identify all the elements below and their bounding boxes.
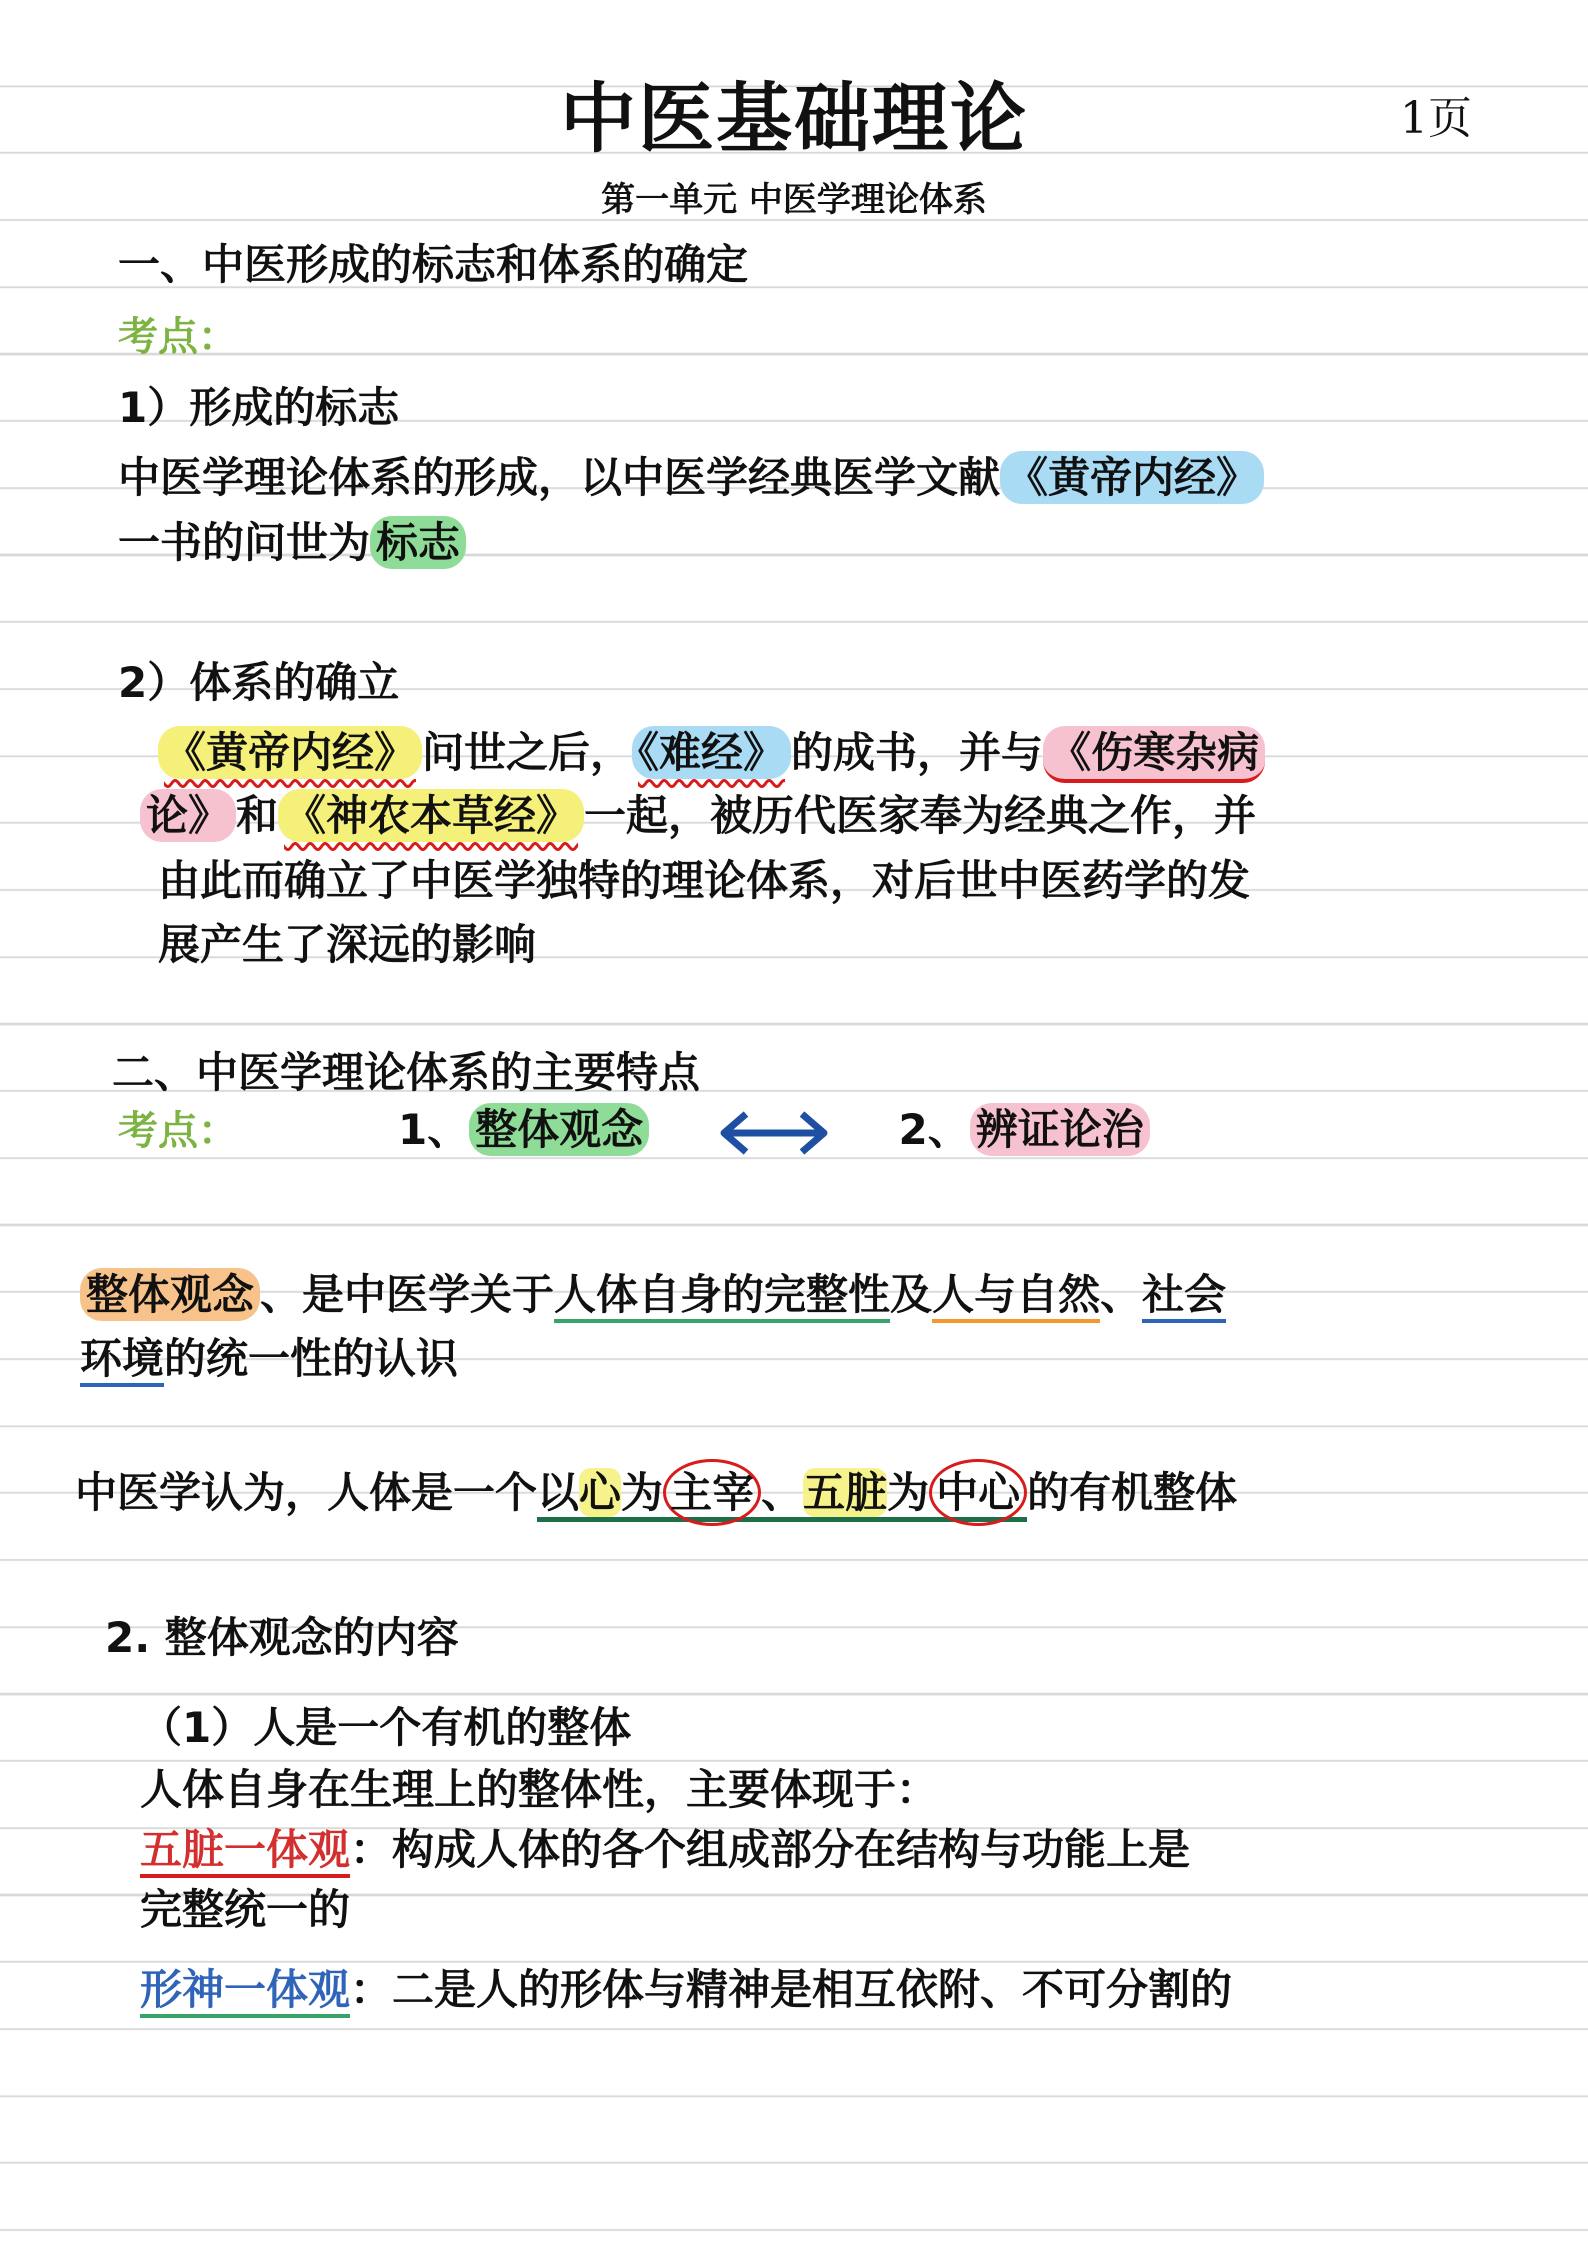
para-text: 一起，被历代医家奉为经典之作，并 bbox=[584, 791, 1257, 840]
xingshen-text: ：二是人的形体与精神是相互依附、不可分割的 bbox=[350, 1965, 1233, 2014]
sub2-title: 2）体系的确立 bbox=[118, 658, 400, 707]
view-text: 为 bbox=[621, 1468, 664, 1517]
definition-underline-orange: 人与自然 bbox=[932, 1270, 1100, 1323]
section1-heading: 一、中医形成的标志和体系的确定 bbox=[118, 240, 749, 289]
zhuzai-circled: 主宰 bbox=[663, 1459, 761, 1526]
definition-text: 及 bbox=[890, 1270, 933, 1319]
view-line bbox=[75, 1460, 1237, 1520]
c1-line: 人体自身在生理上的整体性，主要体现于： bbox=[140, 1765, 939, 1814]
definition-line1 bbox=[80, 1262, 1226, 1322]
c1-title: （1）人是一个有机的整体 bbox=[140, 1703, 632, 1752]
section2-heading: 二、中医学理论体系的主要特点 bbox=[112, 1048, 701, 1097]
page-number: 1页 bbox=[1400, 93, 1472, 144]
book-shanghan: 《伤寒杂病 bbox=[1043, 726, 1265, 783]
double-arrow-icon bbox=[714, 1108, 834, 1158]
wuzang-highlight: 五脏 bbox=[803, 1468, 888, 1517]
view-underlined bbox=[537, 1468, 1027, 1522]
zhongxin-circled: 中心 bbox=[929, 1459, 1027, 1526]
xin-highlight: 心 bbox=[579, 1468, 622, 1517]
definition-text: 、是中医学关于 bbox=[260, 1270, 555, 1319]
sub1-title: 1）形成的标志 bbox=[118, 383, 400, 432]
definition-underline-green: 人体自身的完整性 bbox=[554, 1270, 890, 1323]
sub1-line2-text: 一书的问世为 bbox=[118, 518, 371, 567]
view-text: 以 bbox=[537, 1468, 580, 1517]
xingshen-term: 形神一体观 bbox=[140, 1965, 350, 2018]
book-nanjing: 《难经》 bbox=[632, 726, 791, 779]
sub1-line2 bbox=[118, 510, 466, 570]
para-line4: 展产生了深远的影响 bbox=[158, 920, 537, 969]
content-title: 2. 整体观念的内容 bbox=[105, 1613, 459, 1662]
kaodian-label-1: 考点： bbox=[118, 314, 238, 360]
para-line3: 由此而确立了中医学独特的理论体系，对后世中医药学的发 bbox=[158, 856, 1251, 905]
view-text: 的有机整体 bbox=[1027, 1468, 1238, 1517]
definition-text: 、 bbox=[1100, 1270, 1143, 1319]
huangdi-neijing-highlight: 《黄帝内经》 bbox=[1000, 451, 1264, 504]
kaodian-label-2: 考点： bbox=[118, 1108, 238, 1154]
book-huangdi: 《黄帝内经》 bbox=[158, 726, 422, 779]
feature-holism: 整体观念 bbox=[469, 1103, 649, 1156]
wuzang-line bbox=[140, 1817, 1190, 1877]
feature2-number: 2、 bbox=[898, 1105, 970, 1154]
definition-line2 bbox=[80, 1326, 458, 1386]
features-line bbox=[118, 1097, 1150, 1158]
book-shennong: 《神农本草经》 bbox=[278, 789, 584, 842]
wuzang-text: ：构成人体的各个组成部分在结构与功能上是 bbox=[350, 1825, 1191, 1874]
para-line1 bbox=[158, 720, 1265, 780]
book-shanghan-end: 论》 bbox=[140, 789, 236, 842]
wuzang-term: 五脏一体观 bbox=[140, 1825, 350, 1878]
page-title: 中医基础理论 bbox=[560, 74, 1028, 163]
unit-heading: 第一单元 中医学理论体系 bbox=[601, 180, 987, 220]
biaozhi-highlight: 标志 bbox=[370, 516, 466, 569]
holism-term: 整体观念 bbox=[80, 1268, 260, 1321]
view-text: 为 bbox=[887, 1468, 930, 1517]
para-text: 和 bbox=[236, 791, 279, 840]
definition-underline-blue: 环境 bbox=[80, 1334, 164, 1387]
feature-syndrome: 辨证论治 bbox=[970, 1103, 1150, 1156]
sub1-line1-text: 中医学理论体系的形成，以中医学经典医学文献 bbox=[118, 453, 1001, 502]
definition-text: 的统一性的认识 bbox=[164, 1334, 459, 1383]
definition-underline-blue: 社会 bbox=[1142, 1270, 1226, 1323]
para-text: 的成书，并与 bbox=[791, 728, 1044, 777]
view-text: 中医学认为，人体是一个 bbox=[75, 1468, 538, 1517]
sub1-line1 bbox=[118, 445, 1264, 505]
para-text: 问世之后， bbox=[422, 728, 633, 777]
xingshen-line bbox=[140, 1957, 1232, 2017]
view-text: 、 bbox=[761, 1468, 804, 1517]
feature1-number: 1、 bbox=[398, 1105, 470, 1154]
para-line2 bbox=[140, 783, 1256, 843]
wuzang-line2: 完整统一的 bbox=[140, 1885, 351, 1934]
